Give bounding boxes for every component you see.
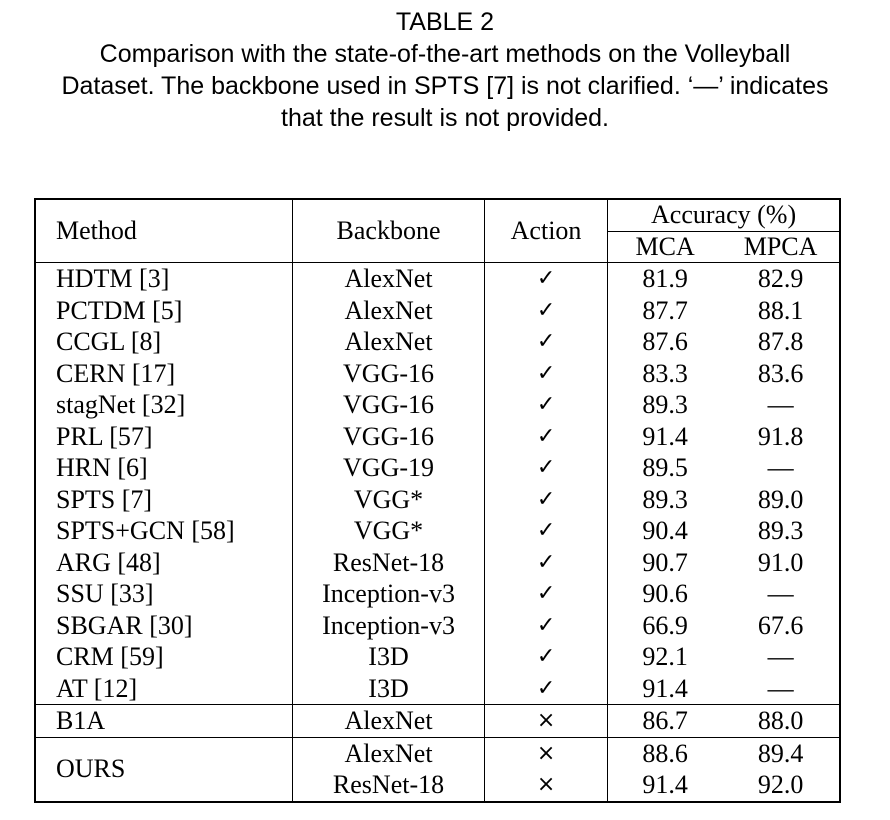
- cell-mca: 66.9: [642, 610, 688, 640]
- check-icon: ✓: [484, 484, 607, 516]
- cell-mpca: 88.1: [757, 295, 804, 325]
- cell-backbone: AlexNet: [293, 326, 485, 358]
- cell-mca: 91.4: [642, 770, 688, 799]
- cell-method: CCGL [8]: [35, 326, 293, 358]
- cell-mca: 87.6: [642, 327, 688, 356]
- check-icon: ✓: [484, 452, 607, 484]
- cell-method: SPTS+GCN [58]: [35, 515, 293, 547]
- cell-method: HRN [6]: [35, 452, 293, 484]
- cell-method: SPTS [7]: [35, 484, 293, 516]
- table-label: TABLE 2: [395, 8, 495, 36]
- table-row: [35, 610, 840, 642]
- cell-backbone: VGG-16: [293, 389, 485, 421]
- cell-mca: 92.1: [642, 642, 688, 671]
- cell-mca: 83.3: [642, 358, 688, 388]
- cell-mca: 90.4: [642, 516, 688, 545]
- table-row-ours-1: [35, 737, 840, 769]
- table-row: [35, 263, 840, 295]
- table-row: [35, 484, 840, 516]
- header-action: Action: [484, 199, 607, 263]
- check-icon: ✓: [484, 263, 607, 295]
- cell-mpca: 87.8: [757, 327, 804, 356]
- cell-mpca: 82.9: [757, 264, 804, 293]
- check-icon: ✓: [484, 421, 607, 453]
- cross-icon: ×: [484, 737, 607, 769]
- cell-mpca: 89.3: [757, 516, 804, 545]
- table-row: [35, 295, 840, 327]
- cell-method: HDTM [3]: [35, 263, 293, 295]
- cell-mpca-best: 92.0: [757, 770, 804, 799]
- cell-mpca: 67.6: [757, 610, 804, 640]
- cell-backbone: I3D: [293, 673, 485, 705]
- caption-line-2: Dataset. The backbone used in SPTS [7] is not clarified. ‘—’ indicates: [61, 72, 829, 100]
- header-method: Method: [35, 199, 293, 263]
- cell-method: CERN [17]: [35, 358, 293, 390]
- cell-method: PRL [57]: [35, 421, 293, 453]
- ours-rows: [35, 737, 840, 802]
- cell-method: stagNet [32]: [35, 389, 293, 421]
- check-icon: ✓: [484, 547, 607, 579]
- cell-method: CRM [59]: [35, 641, 293, 673]
- cell-mca: 88.6: [608, 737, 722, 769]
- table-caption: [0, 6, 890, 134]
- caption-line-1: Comparison with the state-of-the-art methods on the Volleyball: [99, 40, 791, 68]
- table-row: [35, 673, 840, 705]
- table-row: [35, 358, 840, 390]
- cell-mca: 89.5: [642, 453, 688, 482]
- cell-mca: 90.7: [642, 547, 688, 577]
- cell-mpca: —: [767, 642, 794, 671]
- cross-icon: ×: [484, 705, 607, 738]
- check-icon: ✓: [484, 673, 607, 705]
- cell-method-ours: OURS: [35, 737, 293, 802]
- cell-mpca: 83.6: [757, 358, 804, 388]
- cell-mpca: —: [767, 390, 794, 419]
- cell-method: ARG [48]: [35, 547, 293, 579]
- results-table: [34, 198, 841, 803]
- table-row: [35, 641, 840, 673]
- cell-backbone: VGG*: [293, 484, 485, 516]
- cross-icon: ×: [484, 769, 607, 802]
- table-row-b1a: [35, 705, 840, 738]
- check-icon: ✓: [484, 610, 607, 642]
- cell-mca: 81.9: [642, 264, 688, 293]
- cell-mpca: —: [767, 579, 794, 608]
- check-icon: ✓: [484, 578, 607, 610]
- check-icon: ✓: [484, 358, 607, 390]
- table-row: [35, 578, 840, 610]
- caption-line-3: that the result is not provided.: [281, 104, 609, 132]
- cell-backbone: VGG*: [293, 515, 485, 547]
- table-row: [35, 452, 840, 484]
- cell-backbone: VGG-19: [293, 452, 485, 484]
- cell-mpca: —: [767, 673, 794, 703]
- cell-backbone: AlexNet: [293, 295, 485, 327]
- table-row: [35, 326, 840, 358]
- table-row: [35, 389, 840, 421]
- cell-mpca: 91.8: [757, 421, 804, 451]
- cell-backbone: I3D: [293, 641, 485, 673]
- check-icon: ✓: [484, 295, 607, 327]
- cell-mca: 90.6: [642, 579, 688, 608]
- header-backbone: Backbone: [293, 199, 485, 263]
- table-row: [35, 515, 840, 547]
- cell-method: B1A: [35, 705, 293, 738]
- header-mca: MCA: [608, 231, 722, 263]
- cell-backbone: ResNet-18: [293, 769, 485, 802]
- cell-backbone: AlexNet: [293, 263, 485, 295]
- table-row: [35, 547, 840, 579]
- header-accuracy: Accuracy (%): [608, 199, 840, 231]
- cell-mpca: 91.0: [757, 547, 804, 577]
- cell-mpca: —: [767, 453, 794, 482]
- check-icon: ✓: [484, 389, 607, 421]
- cell-mpca: 89.0: [757, 484, 804, 514]
- cell-mca: 91.4: [642, 421, 688, 451]
- cell-mpca: 89.4: [722, 737, 840, 769]
- cell-mca: 89.3: [642, 390, 688, 419]
- cell-backbone: VGG-16: [293, 421, 485, 453]
- cell-backbone: Inception-v3: [293, 578, 485, 610]
- cell-backbone: VGG-16: [293, 358, 485, 390]
- table-row: [35, 421, 840, 453]
- cell-backbone: ResNet-18: [293, 547, 485, 579]
- check-icon: ✓: [484, 326, 607, 358]
- cell-backbone: Inception-v3: [293, 610, 485, 642]
- cell-mca: 86.7: [608, 705, 722, 738]
- cell-mpca: 88.0: [722, 705, 840, 738]
- cell-backbone: AlexNet: [293, 737, 485, 769]
- cell-method: SBGAR [30]: [35, 610, 293, 642]
- cell-method: PCTDM [5]: [35, 295, 293, 327]
- cell-method: AT [12]: [35, 673, 293, 705]
- cell-method: SSU [33]: [35, 578, 293, 610]
- sota-rows: [35, 263, 840, 705]
- check-icon: ✓: [484, 641, 607, 673]
- results-table-container: [34, 198, 841, 803]
- cell-mca: 91.4: [642, 673, 688, 703]
- baseline-rows: [35, 705, 840, 738]
- cell-mca: 87.7: [642, 295, 688, 325]
- cell-backbone: AlexNet: [293, 705, 485, 738]
- cell-mca: 89.3: [642, 484, 688, 514]
- header-mpca: MPCA: [722, 231, 840, 263]
- check-icon: ✓: [484, 515, 607, 547]
